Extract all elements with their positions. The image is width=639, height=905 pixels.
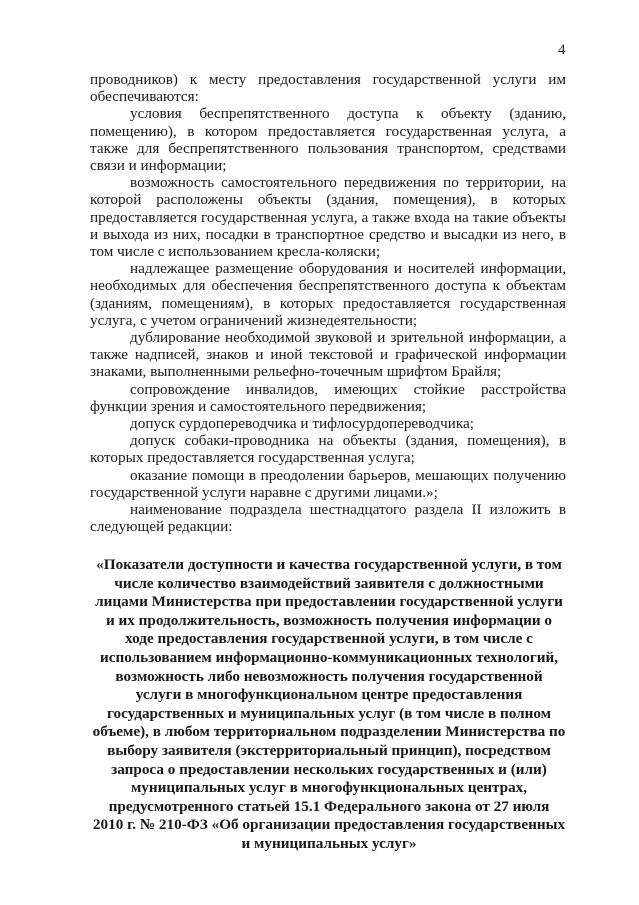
heading-line: объеме), в любом территориальном подразделении Министерства по [92,723,566,741]
paragraph: оказание помощи в преодолении барьеров, мешающих получению государственной услуги наравне с другими лицами.»; [90,466,566,501]
paragraph: возможность самостоятельного передвижения по территории, на которой расположены объекты (здания, помещения), в которых предоставляется государственная услуга, а также входа на такие объекты и выхода из них, посадки в транспортное средство и высадки из него, в том числе с использованием кресла-коляски; [90,174,566,261]
heading-line: запроса о предоставлении нескольких государственных и (или) [111,760,547,778]
heading-line: и их продолжительность, возможность получения информации о [105,611,553,629]
paragraph: условия беспрепятственного доступа к объекту (зданию, помещению), в котором предоставляется государственная услуга, а также для беспрепятственного пользования транспортом, средствами связи и информации; [90,105,566,175]
heading-line: ходе предоставления государственной услуги, в том числе с [125,630,533,648]
paragraph: надлежащее размещение оборудования и носителей информации, необходимых для обеспечения беспрепятственного доступа к объектам (зданиям, помещениям), в которых предоставляется государственная услуга, с учетом ограничений жизнедеятельности; [90,260,566,329]
paragraph: допуск собаки-проводника на объекты (здания, помещения), в которых предоставляется государственная услуга; [90,432,566,467]
document-body [90,71,566,535]
heading-line: числе количество взаимодействий заявителя с должностными [114,574,544,592]
subsection-heading [90,556,568,854]
page-number: 4 [558,42,566,58]
heading-line: и муниципальных услуг» [241,834,417,852]
heading-line: муниципальных услуг в многофункциональных центрах, [130,779,528,797]
paragraph: наименование подраздела шестнадцатого раздела II изложить в следующей редакции: [90,501,566,536]
heading-line: использованием информационно-коммуникационных технологий, [99,648,559,666]
heading-line: предусмотренного статьей 15.1 Федерального закона от 27 июля [108,797,550,815]
heading-line: государственных и муниципальных услуг (в том числе в полном [106,704,552,722]
heading-line: возможность либо невозможность получения государственной [115,667,543,685]
heading-line: услуги в многофункциональном центре предоставления [135,686,523,704]
paragraph: дублирование необходимой звуковой и зрительной информации, а также надписей, знаков и иной текстовой и графической информации знаками, выполненными рельефно-точечным шрифтом Брайля; [90,329,566,381]
paragraph: сопровождение инвалидов, имеющих стойкие расстройства функции зрения и самостоятельного передвижения; [90,380,566,415]
heading-line: лицами Министерства при предоставлении государственной услуги [95,593,563,611]
paragraph: допуск сурдопереводчика и тифлосурдопереводчика; [130,415,474,433]
paragraph: проводников) к месту предоставления государственной услуги им обеспечиваются: [90,71,566,106]
heading-line: «Показатели доступности и качества государственной услуги, в том [96,556,562,573]
heading-line: выбору заявителя (экстерриториальный принцип), посредством [107,741,551,759]
heading-line: 2010 г. № 210-ФЗ «Об организации предоставления государственных [92,816,566,834]
